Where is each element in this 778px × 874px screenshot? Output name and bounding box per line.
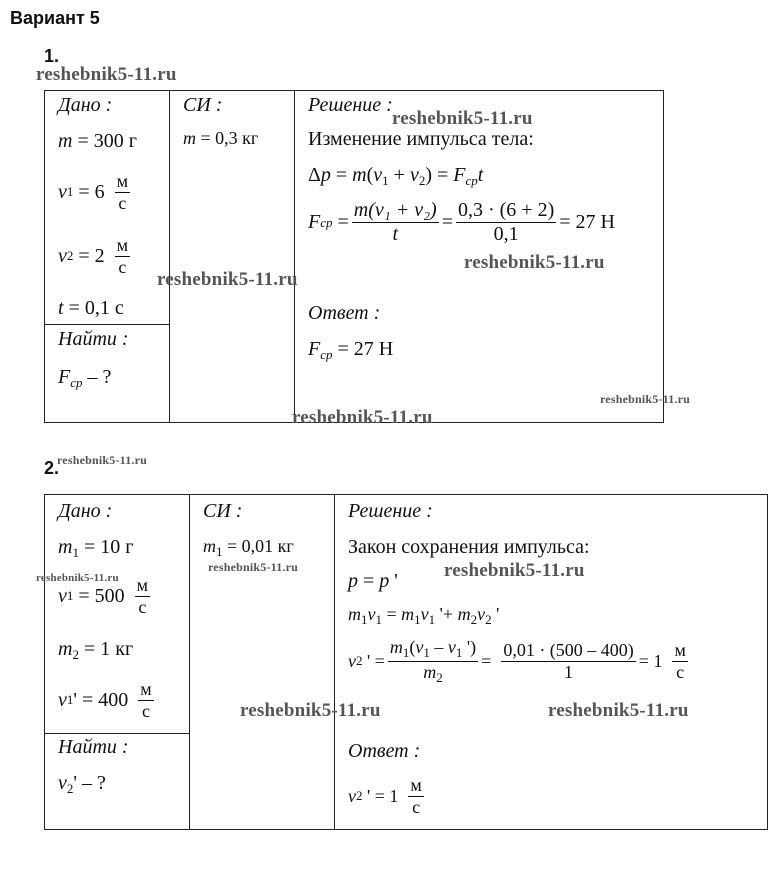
watermark: reshebnik5-11.ru <box>157 269 298 290</box>
task1-si-m: m = 0,3 кг <box>183 128 259 148</box>
watermark: reshebnik5-11.ru <box>36 572 119 584</box>
task1-given-t: t = 0,1 с <box>58 297 124 319</box>
task1-given-v2: v 2 = 2 $\frac{м}{с}$ <box>58 235 129 277</box>
task1-divider <box>44 324 170 325</box>
task2-divider <box>189 494 190 830</box>
task1-si-label: СИ : <box>183 94 223 116</box>
task2-reshenie-label: Решение : <box>348 500 433 522</box>
watermark: reshebnik5-11.ru <box>208 560 298 574</box>
watermark: reshebnik5-11.ru <box>36 64 177 85</box>
page-title: Вариант 5 <box>10 8 100 28</box>
task2-divider <box>334 494 335 830</box>
task1-answer: $F_{ср} = 27$ Н <box>308 338 394 362</box>
watermark: reshebnik5-11.ru <box>57 453 147 467</box>
task2-otvet-label: Ответ : <box>348 740 421 762</box>
task2-given-m2: $m_2 = 1$ кг <box>58 638 134 662</box>
watermark: reshebnik5-11.ru <box>240 700 381 721</box>
task1-reshenie-label: Решение : <box>308 94 393 116</box>
task1-find: $F_{ср}$ – ? <box>58 366 112 390</box>
watermark: reshebnik5-11.ru <box>548 700 689 721</box>
task1-number: 1. <box>44 46 60 66</box>
task2-solution-heading: Закон сохранения импульса: <box>348 536 590 558</box>
watermark: reshebnik5-11.ru <box>392 108 533 129</box>
task1-given-v1: v 1 = 6 $\frac{м}{с}$ <box>58 171 129 213</box>
task2-given-v1: v 1 = 500 $\frac{м}{с}$ <box>58 575 149 617</box>
task2-eq-momentum: $m_1v_1 = m_1v_1$ '+ $m_2v_2$ ' <box>348 604 500 627</box>
task1-eq-momentum: $\Delta p = m(v_1 + v_2) = F_{ср}t$ <box>308 164 484 188</box>
task1-eq-force: F ср = $\frac{\text{m(v₁ + v₂)}}{t}$ = $\frac{0,3 \cdot (6 + 2)}{0,1}$ = 27 Н <box>308 199 615 245</box>
task2-si-label: СИ : <box>203 500 243 522</box>
task2-divider <box>44 733 190 734</box>
task2-number: 2. <box>44 458 60 478</box>
watermark: reshebnik5-11.ru <box>292 407 433 428</box>
task1-given-m: m = 300 г <box>58 130 137 152</box>
task2-dano-label: Дано : <box>58 500 113 522</box>
task2-eq-conservation: p = p ' <box>348 570 398 592</box>
task1-otvet-label: Ответ : <box>308 302 381 324</box>
watermark: reshebnik5-11.ru <box>464 252 605 273</box>
task2-find: $v_2'$ – ? <box>58 772 106 796</box>
task1-naiti-label: Найти : <box>58 328 129 350</box>
watermark: reshebnik5-11.ru <box>444 560 585 581</box>
task2-eq-velocity: v 2 ' = $\frac{m_1(v_1 - v_1 ')}{m_2}$ = $\frac{0,01 \cdot (500 - 400)}{1}$ = 1 $\frac{м}{с}$ <box>348 637 686 685</box>
task1-dano-label: Дано : <box>58 94 113 116</box>
task2-naiti-label: Найти : <box>58 736 129 758</box>
task1-divider <box>169 90 170 423</box>
task2-given-v1p: v 1 ' = 400 $\frac{м}{с}$ <box>58 679 152 721</box>
watermark: reshebnik5-11.ru <box>600 392 690 406</box>
task2-si-m1: $m_1 = 0,01$ кг <box>203 536 294 559</box>
task1-divider <box>294 90 295 423</box>
task1-solution-heading: Изменение импульса тела: <box>308 128 534 150</box>
task2-given-m1: $m_1 = 10$ г <box>58 536 134 560</box>
task2-answer: v 2 ' = 1 $\frac{м}{с}$ <box>348 775 422 817</box>
